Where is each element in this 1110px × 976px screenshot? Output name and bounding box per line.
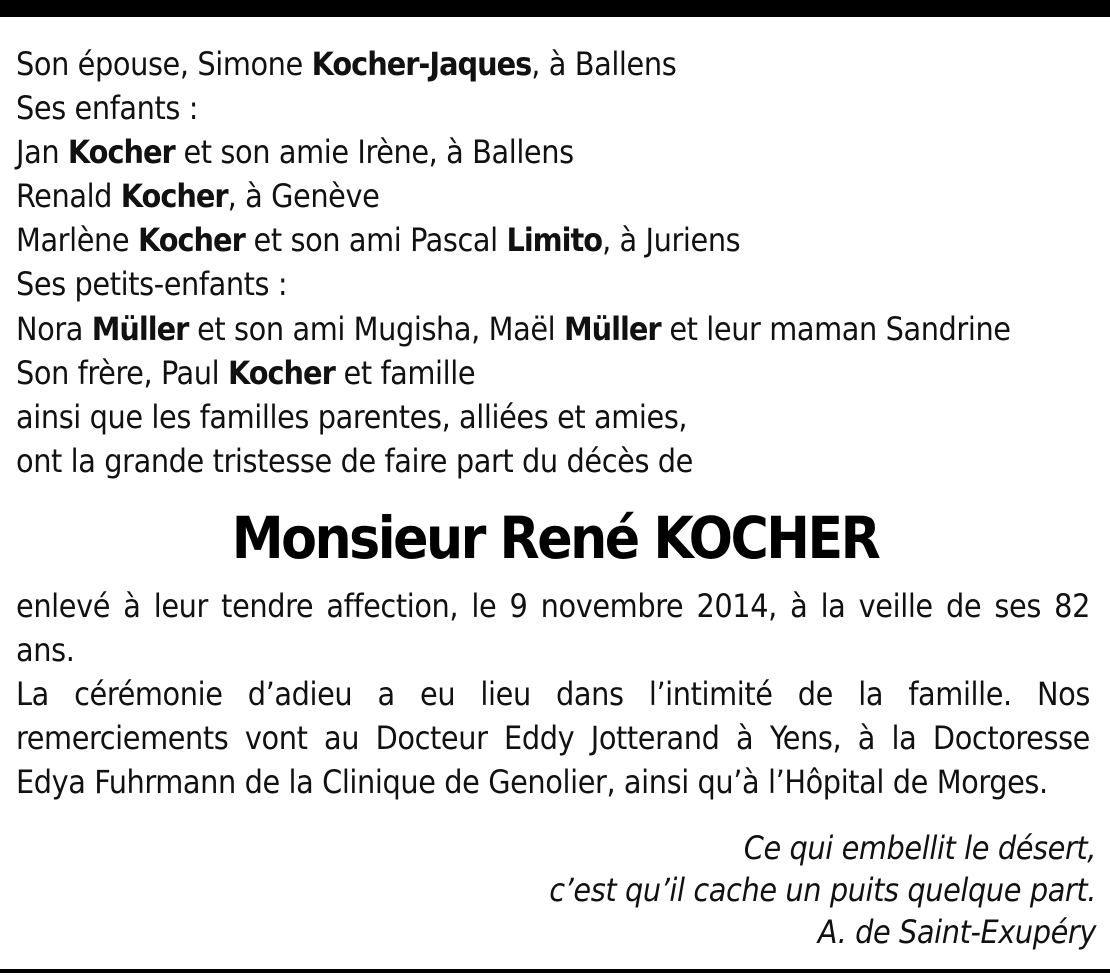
- family-surname: Kocher-Jaques: [311, 45, 532, 83]
- ceremony-paragraph: La cérémonie d’adieu a eu lieu dans l’intimité de la famille. Nos remerciements vont au Docteur Eddy Jotterand à Yens, à la Doctoresse Edya Fuhrmann de la Clinique de Genolier, ainsi qu’à l’Hôpital de Morges.: [16, 675, 1090, 801]
- family-surname: Kocher: [227, 353, 335, 392]
- family-text: Marlène: [16, 221, 138, 260]
- family-line: [16, 42, 1096, 86]
- family-surname: Müller: [563, 309, 661, 348]
- family-text: Renald: [16, 177, 121, 216]
- quote-author: A. de Saint-Exupéry: [817, 913, 1096, 951]
- family-text: Ses petits-enfants :: [16, 265, 288, 304]
- family-surname: Kocher: [67, 133, 175, 172]
- deceased-name: Monsieur René KOCHER: [231, 504, 879, 572]
- family-line: [16, 395, 1096, 439]
- top-rule: [0, 0, 1110, 17]
- family-text: Son épouse, Simone: [16, 45, 312, 83]
- family-text: et son ami Pascal: [244, 221, 507, 260]
- family-surname: Kocher: [120, 177, 228, 216]
- family-list: [16, 42, 1096, 483]
- quote-line-2: c’est qu’il cache un puits quelque part.: [549, 871, 1096, 909]
- family-line: [16, 174, 1096, 218]
- family-line: [16, 86, 1096, 130]
- announcement-body: [16, 584, 1090, 804]
- family-line: [16, 351, 1096, 395]
- family-surname: Kocher: [137, 221, 245, 260]
- family-text: Ses enfants :: [16, 89, 199, 128]
- family-line: [16, 307, 1096, 351]
- family-text: ainsi que les familles parentes, alliées et amies,: [16, 397, 688, 436]
- family-text: et son amie Irène, à Ballens: [174, 133, 574, 172]
- family-surname: Müller: [91, 309, 189, 348]
- family-text: , à Ballens: [531, 45, 677, 83]
- family-text: et leur maman Sandrine: [660, 309, 1011, 348]
- family-text: ont la grande tristesse de faire part du décès de: [16, 441, 693, 480]
- family-text: et famille: [334, 353, 476, 392]
- family-text: et son ami Mugisha, Maël: [188, 309, 564, 348]
- quote-block: [396, 827, 1096, 953]
- family-line: [16, 218, 1096, 262]
- family-line: [16, 262, 1096, 306]
- family-line: [16, 130, 1096, 174]
- family-text: , à Genève: [227, 177, 380, 216]
- family-text: Jan: [16, 133, 68, 172]
- quote-line-1: Ce qui embellit le désert,: [743, 829, 1096, 867]
- family-text: Nora: [16, 309, 92, 348]
- family-surname: Limito: [506, 221, 603, 260]
- affection-paragraph: enlevé à leur tendre affection, le 9 novembre 2014, à la veille de ses 82 ans.: [16, 587, 1090, 669]
- family-text: , à Juriens: [602, 221, 741, 260]
- family-line: [16, 439, 1096, 483]
- bottom-rule: [0, 969, 1110, 973]
- family-text: Son frère, Paul: [16, 353, 228, 392]
